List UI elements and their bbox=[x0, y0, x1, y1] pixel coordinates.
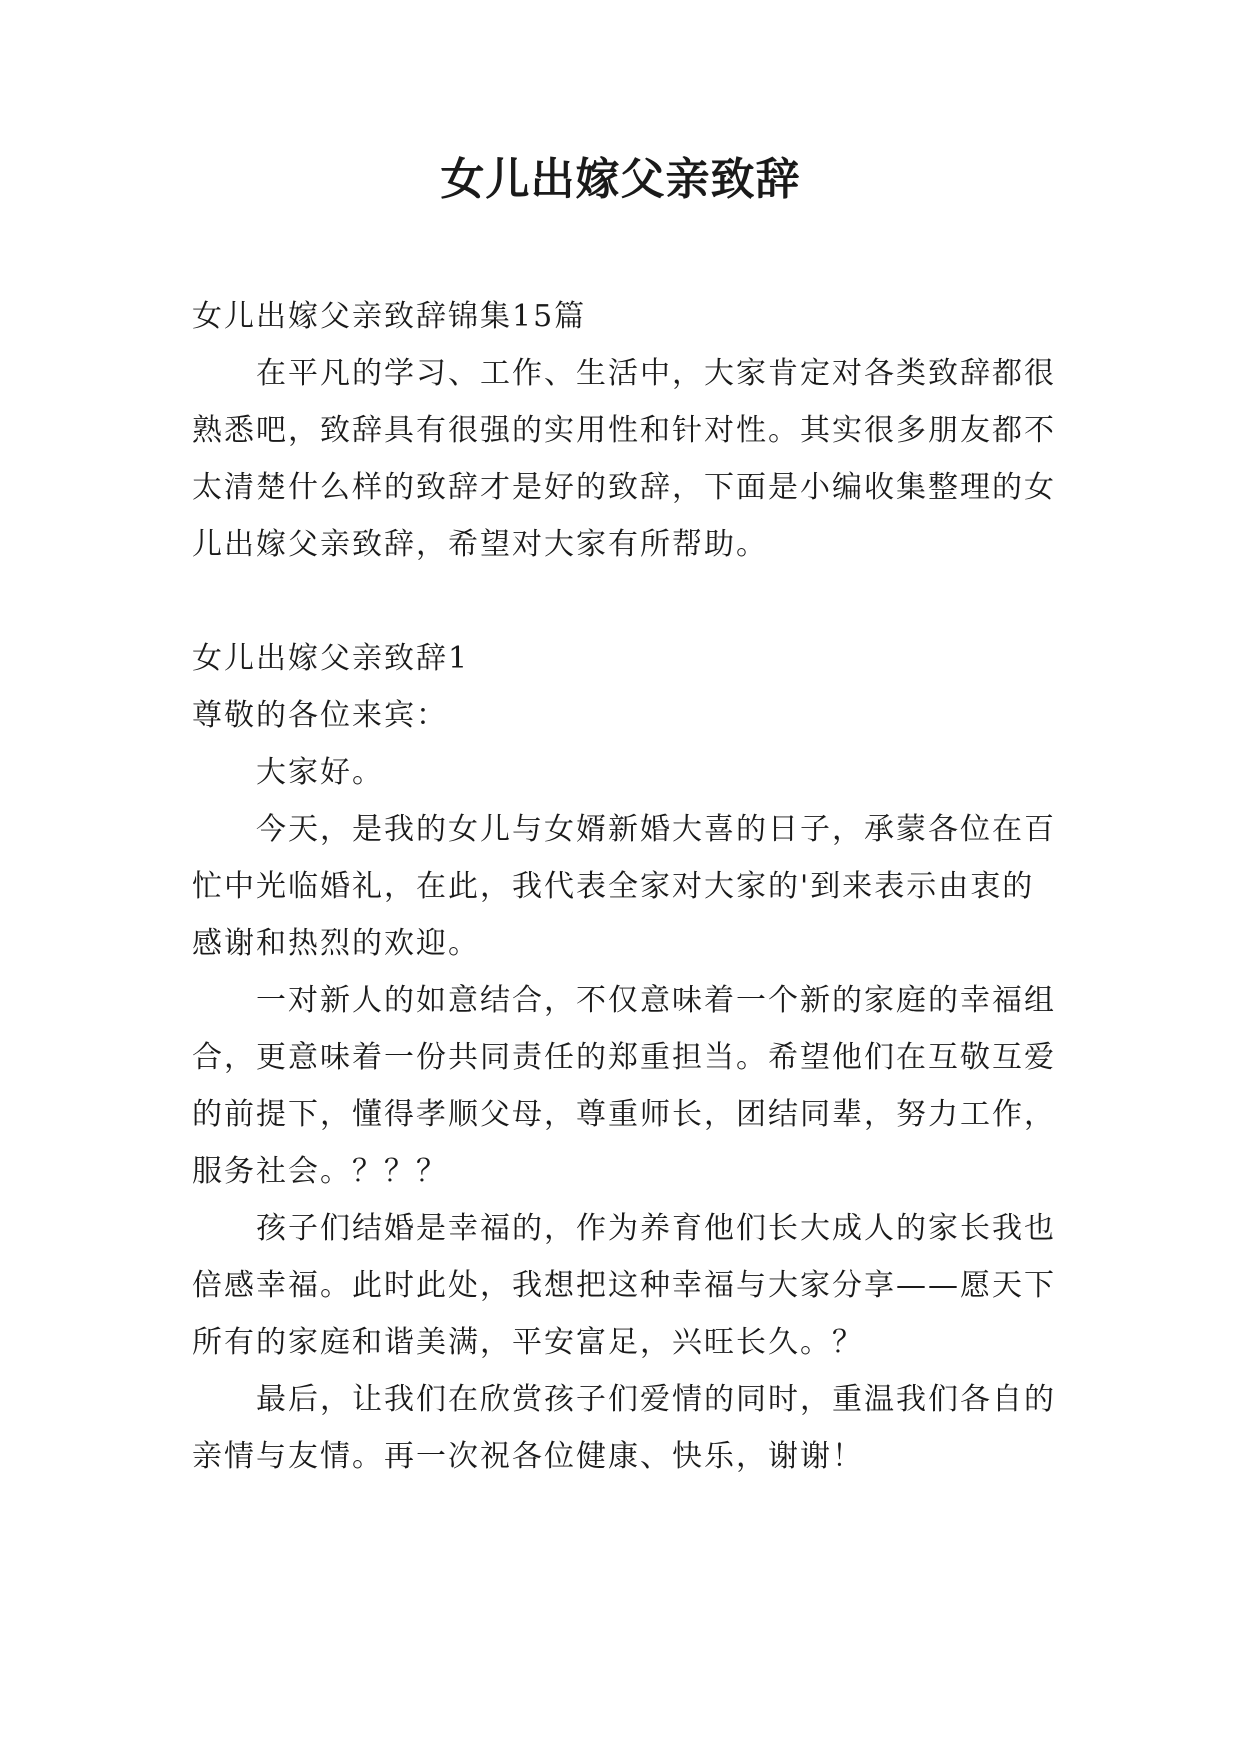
body-paragraph: 最后，让我们在欣赏孩子们爱情的同时，重温我们各自的亲情与友情。再一次祝各位健康、快乐，谢谢！ bbox=[192, 1382, 1056, 1474]
body-paragraph: 一对新人的如意结合，不仅意味着一个新的家庭的幸福组合，更意味着一份共同责任的郑重担当。希望他们在互敬互爱的前提下，懂得孝顺父母，尊重师长，团结同辈，努力工作，服务社会。？？？ bbox=[192, 983, 1056, 1189]
intro-paragraph: 在平凡的学习、工作、生活中，大家肯定对各类致辞都很熟悉吧，致辞具有很强的实用性和针对性。其实很多朋友都不太清楚什么样的致辞才是好的致辞，下面是小编收集整理的女儿出嫁父亲致辞，希望对大家有所帮助。 bbox=[192, 356, 1056, 562]
body-paragraph: 大家好。 bbox=[256, 755, 384, 790]
section-heading: 女儿出嫁父亲致辞1 bbox=[192, 641, 470, 676]
page-title: 女儿出嫁父亲致辞 bbox=[440, 154, 801, 205]
body-paragraph: 孩子们结婚是幸福的，作为养育他们长大成人的家长我也倍感幸福。此时此处，我想把这种幸福与大家分享——愿天下所有的家庭和谐美满，平安富足，兴旺长久。？ bbox=[192, 1211, 1056, 1360]
body-paragraph: 今天，是我的女儿与女婿新婚大喜的日子，承蒙各位在百忙中光临婚礼，在此，我代表全家对大家的'到来表示由衷的感谢和热烈的欢迎。 bbox=[192, 812, 1056, 961]
salutation: 尊敬的各位来宾： bbox=[192, 698, 448, 733]
collection-heading: 女儿出嫁父亲致辞锦集15篇 bbox=[192, 299, 587, 334]
document-body bbox=[192, 288, 1062, 1485]
